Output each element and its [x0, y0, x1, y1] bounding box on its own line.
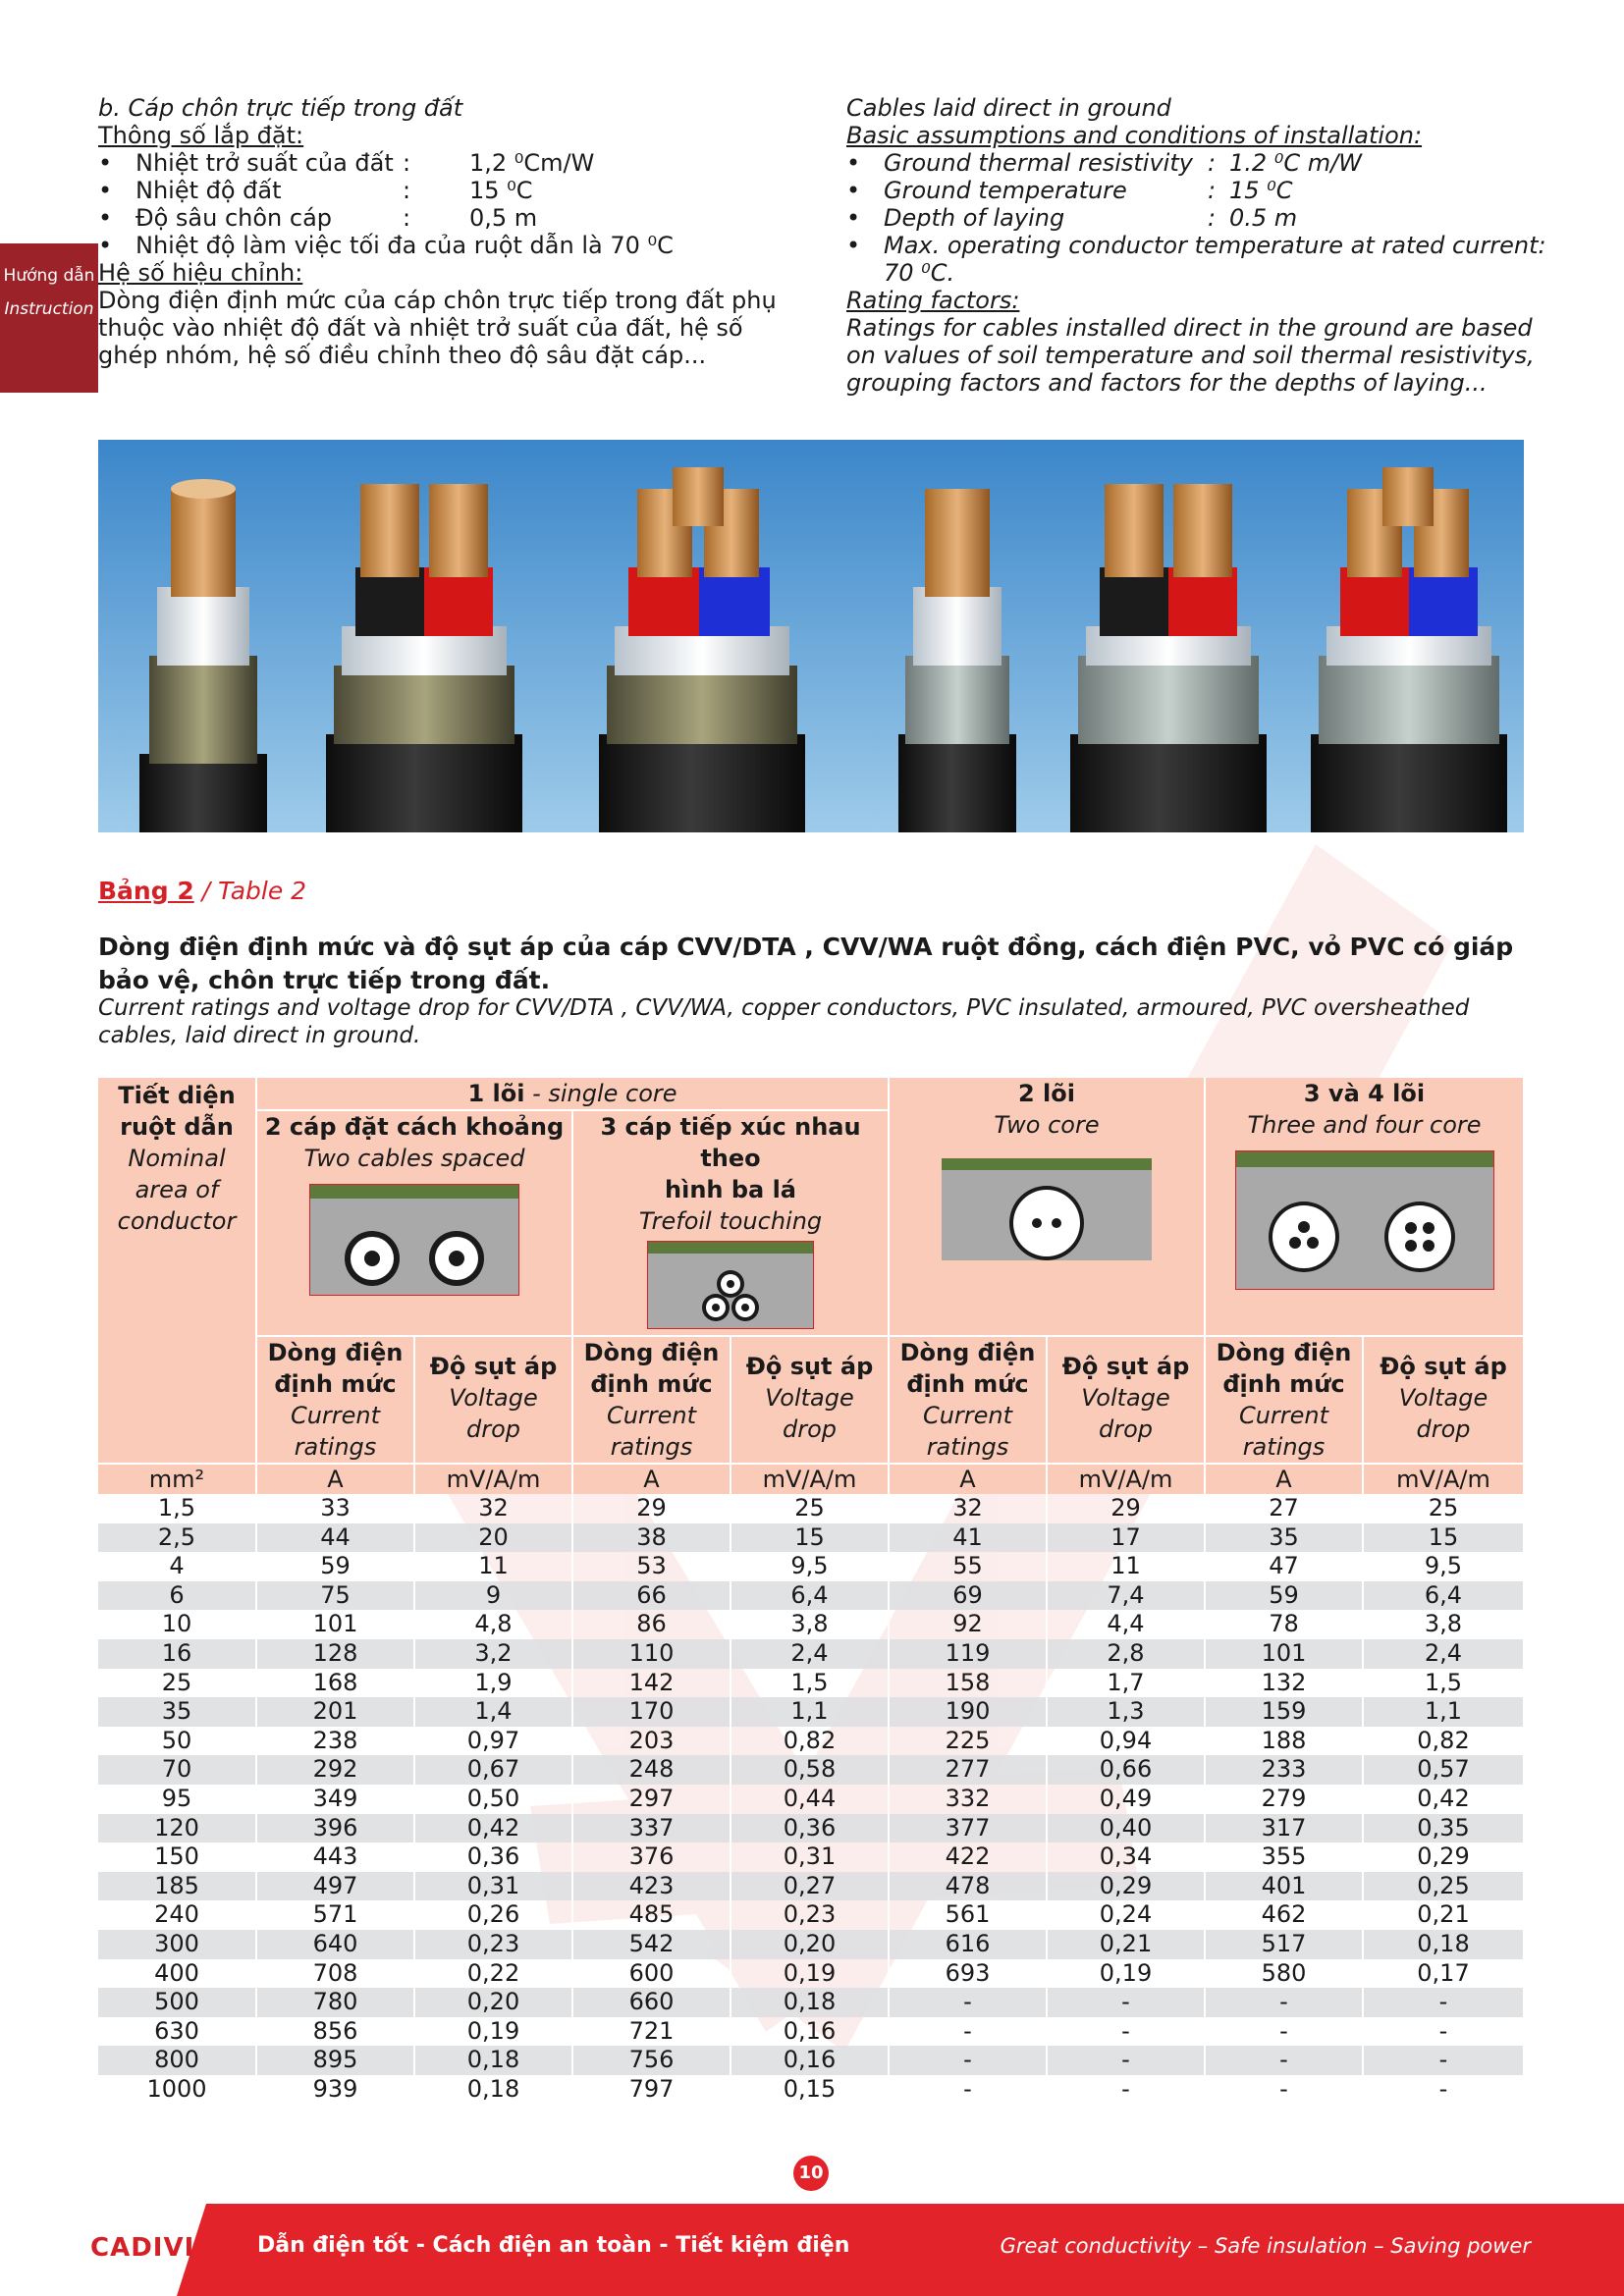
bullet-item: • Ground temperature : 15 ⁰C	[846, 177, 1293, 204]
table-cell: 0,29	[1363, 1842, 1524, 1872]
table-cell: 35	[1205, 1523, 1363, 1553]
table-cell: 355	[1205, 1842, 1363, 1872]
side-tab-instruction	[0, 243, 98, 393]
cell-area: 25	[98, 1669, 256, 1698]
table-cell: 86	[572, 1610, 731, 1639]
table-cell: 939	[256, 2075, 414, 2105]
table-cell: 708	[256, 1959, 414, 1989]
table-cell: 78	[1205, 1610, 1363, 1639]
table-cell: 485	[572, 1900, 731, 1930]
table-cell: -	[889, 2075, 1047, 2105]
header-two-cables-spaced: 2 cáp đặt cách khoảng Two cables spaced	[256, 1110, 572, 1336]
table-cell: 443	[256, 1842, 414, 1872]
table-cell: 168	[256, 1669, 414, 1698]
table-cell: 15	[731, 1523, 889, 1553]
table-cell: 1,5	[1363, 1669, 1524, 1698]
table-row	[98, 1727, 1524, 1756]
header-single-core: 1 lõi - single core	[256, 1078, 889, 1110]
table-cell: 9,5	[731, 1552, 889, 1581]
cell-area: 120	[98, 1814, 256, 1843]
current-ratings-table	[98, 1078, 1525, 2104]
table-cell: 92	[889, 1610, 1047, 1639]
table-cell: 41	[889, 1523, 1047, 1553]
table-cell: 571	[256, 1900, 414, 1930]
cell-area: 630	[98, 2017, 256, 2047]
table-cell: 1,1	[731, 1697, 889, 1727]
cell-area: 70	[98, 1755, 256, 1785]
table-cell: 11	[414, 1552, 572, 1581]
table-cell: 0,23	[731, 1900, 889, 1930]
table-cell: 422	[889, 1842, 1047, 1872]
table-cell: 29	[1047, 1494, 1205, 1523]
table-cell: 0,42	[414, 1814, 572, 1843]
table-cell: 110	[572, 1639, 731, 1669]
cell-area: 35	[98, 1697, 256, 1727]
table-cell: 27	[1205, 1494, 1363, 1523]
table-cell: 3,8	[731, 1610, 889, 1639]
table-cell: 0,66	[1047, 1755, 1205, 1785]
cadivi-logo: CADIVI	[90, 2233, 195, 2263]
table-cell: 561	[889, 1900, 1047, 1930]
table-cell: 142	[572, 1669, 731, 1698]
subheader-drop: Độ sụt áp Voltage drop	[414, 1336, 572, 1464]
subheader-drop: Độ sụt áp Voltage drop	[1047, 1336, 1205, 1464]
table-cell: 0,19	[731, 1959, 889, 1989]
cell-area: 2,5	[98, 1523, 256, 1553]
cell-area: 1,5	[98, 1494, 256, 1523]
table-cell: 332	[889, 1785, 1047, 1814]
section-heading-vi: b. Cáp chôn trực tiếp trong đất	[98, 94, 463, 122]
table-cell: 53	[572, 1552, 731, 1581]
bullet-item: • Max. operating conductor temperature at rated current: 70 ⁰C.	[846, 232, 1546, 287]
table-label: Bảng 2 / Table 2	[98, 877, 307, 905]
table-cell: 170	[572, 1697, 731, 1727]
table-row	[98, 1523, 1524, 1553]
table-row	[98, 2075, 1524, 2105]
table-cell: -	[1205, 2046, 1363, 2075]
rating-factors-heading-en: Rating factors:	[846, 287, 1020, 314]
unit-cell: A	[572, 1464, 731, 1494]
table-cell: 0,15	[731, 2075, 889, 2105]
cell-area: 6	[98, 1581, 256, 1611]
table-row	[98, 2017, 1524, 2047]
table-cell: 101	[1205, 1639, 1363, 1669]
table-row	[98, 1930, 1524, 1959]
table-cell: 376	[572, 1842, 731, 1872]
table-cell: 1,5	[731, 1669, 889, 1698]
table-cell: 0,18	[731, 1988, 889, 2017]
table-cell: 15	[1363, 1523, 1524, 1553]
table-row	[98, 1669, 1524, 1698]
table-cell: 20	[414, 1523, 572, 1553]
table-cell: 0,36	[414, 1842, 572, 1872]
table-row	[98, 1814, 1524, 1843]
table-cell: 517	[1205, 1930, 1363, 1959]
table-cell: 190	[889, 1697, 1047, 1727]
table-cell: 0,50	[414, 1785, 572, 1814]
table-cell: 29	[572, 1494, 731, 1523]
rating-factors-heading-vi: Hệ số hiệu chỉnh:	[98, 259, 303, 287]
table-row	[98, 1988, 1524, 2017]
table-cell: 4,4	[1047, 1610, 1205, 1639]
table-cell: 0,19	[1047, 1959, 1205, 1989]
two-cables-spaced-diagram	[309, 1184, 519, 1296]
table-cell: -	[1205, 2075, 1363, 2105]
table-cell: 2,8	[1047, 1639, 1205, 1669]
unit-cell: mV/A/m	[414, 1464, 572, 1494]
table-cell: 201	[256, 1697, 414, 1727]
table-cell: 0,97	[414, 1727, 572, 1756]
table-cell: 233	[1205, 1755, 1363, 1785]
cell-area: 240	[98, 1900, 256, 1930]
table-cell: 32	[414, 1494, 572, 1523]
table-cell: 0,36	[731, 1814, 889, 1843]
unit-cell: mm²	[98, 1464, 256, 1494]
unit-cell: A	[256, 1464, 414, 1494]
subheader-current: Dòng điện định mức Current ratings	[256, 1336, 414, 1464]
footer-bar	[0, 2204, 1624, 2296]
table-cell: 0,27	[731, 1872, 889, 1901]
table-cell: 238	[256, 1727, 414, 1756]
table-cell: 3,8	[1363, 1610, 1524, 1639]
table-cell: 640	[256, 1930, 414, 1959]
table-cell: 1,7	[1047, 1669, 1205, 1698]
bullet-item: • Độ sâu chôn cáp : 0,5 m	[98, 204, 538, 232]
paragraph-vi: Dòng điện định mức của cáp chôn trực tiếp trong đất phụ thuộc vào nhiệt độ đất và nhiệt trở suất của đất, hệ số ghép nhóm, hệ số điều chỉnh theo độ sâu đặt cáp...	[98, 287, 777, 369]
table-cell: 66	[572, 1581, 731, 1611]
table-row	[98, 1755, 1524, 1785]
bullet-item: • Nhiệt độ làm việc tối đa của ruột dẫn là 70 ⁰C	[98, 232, 674, 259]
table-cell: 25	[1363, 1494, 1524, 1523]
table-cell: 478	[889, 1872, 1047, 1901]
table-cell: 25	[731, 1494, 889, 1523]
table-cell: 377	[889, 1814, 1047, 1843]
table-cell: 0,82	[731, 1727, 889, 1756]
table-cell: 44	[256, 1523, 414, 1553]
table-cell: 0,25	[1363, 1872, 1524, 1901]
units-row	[98, 1464, 1524, 1494]
cell-area: 1000	[98, 2075, 256, 2105]
header-trefoil-touching: 3 cáp tiếp xúc nhau theo hình ba lá Trefoil touching	[572, 1110, 889, 1336]
table-cell: 0,82	[1363, 1727, 1524, 1756]
side-tab-en: Instruction	[4, 299, 94, 319]
table-cell: 69	[889, 1581, 1047, 1611]
table-cell: 0,94	[1047, 1727, 1205, 1756]
table-cell: 59	[1205, 1581, 1363, 1611]
table-row	[98, 1842, 1524, 1872]
right-column-en	[846, 94, 1553, 397]
header-nominal-area: Tiết diện ruột dẫn Nominal area of conductor	[98, 1078, 256, 1464]
table-cell: 317	[1205, 1814, 1363, 1843]
table-cell: 0,20	[414, 1988, 572, 2017]
table-cell: 101	[256, 1610, 414, 1639]
two-core-diagram	[942, 1158, 1152, 1260]
table-cell: 11	[1047, 1552, 1205, 1581]
bullet-item: • Ground thermal resistivity : 1.2 ⁰C m/W	[846, 149, 1362, 177]
table-cell: -	[1363, 1988, 1524, 2017]
table-cell: 0,18	[414, 2046, 572, 2075]
table-cell: 225	[889, 1727, 1047, 1756]
table-row	[98, 1639, 1524, 1669]
table-cell: 277	[889, 1755, 1047, 1785]
table-cell: 0,21	[1047, 1930, 1205, 1959]
table-cell: 0,42	[1363, 1785, 1524, 1814]
table-body	[98, 1494, 1524, 2104]
table-cell: 693	[889, 1959, 1047, 1989]
table-row	[98, 1610, 1524, 1639]
table-cell: -	[1363, 2075, 1524, 2105]
table-row	[98, 1900, 1524, 1930]
table-cell: 462	[1205, 1900, 1363, 1930]
table-cell: 2,4	[731, 1639, 889, 1669]
table-cell: 159	[1205, 1697, 1363, 1727]
table-cell: 660	[572, 1988, 731, 2017]
cell-area: 300	[98, 1930, 256, 1959]
table-cell: 279	[1205, 1785, 1363, 1814]
table-title-vi: Dòng điện định mức và độ sụt áp của cáp CVV/DTA , CVV/WA ruột đồng, cách điện PVC, vỏ PVC có giáp bảo vệ, chôn trực tiếp trong đất.	[98, 933, 1514, 994]
subheader-drop: Độ sụt áp Voltage drop	[1363, 1336, 1524, 1464]
side-tab-vi: Hướng dẫn	[3, 266, 95, 286]
footer-slogan-en: Great conductivity – Safe insulation – Saving power	[1000, 2234, 1531, 2258]
cell-area: 800	[98, 2046, 256, 2075]
footer-slogan-vi: Dẫn điện tốt - Cách điện an toàn - Tiết kiệm điện	[257, 2233, 850, 2258]
table-title-en: Current ratings and voltage drop for CVV/DTA , CVV/WA, copper conductors, PVC insulated, armoured, PVC oversheathed cables, laid direct in ground.	[98, 995, 1470, 1048]
cell-area: 400	[98, 1959, 256, 1989]
bullet-item: • Nhiệt trở suất của đất : 1,2 ⁰Cm/W	[98, 149, 595, 177]
cell-area: 10	[98, 1610, 256, 1639]
table-cell: 616	[889, 1930, 1047, 1959]
table-cell: 0,57	[1363, 1755, 1524, 1785]
page-number: 10	[793, 2156, 829, 2191]
table-cell: 0,31	[414, 1872, 572, 1901]
table-cell: 780	[256, 1988, 414, 2017]
table-cell: 188	[1205, 1727, 1363, 1756]
table-cell: 33	[256, 1494, 414, 1523]
cell-area: 50	[98, 1727, 256, 1756]
table-cell: 38	[572, 1523, 731, 1553]
table-cell: 337	[572, 1814, 731, 1843]
table-cell: 2,4	[1363, 1639, 1524, 1669]
table-cell: -	[1363, 2046, 1524, 2075]
cell-area: 185	[98, 1872, 256, 1901]
table-cell: -	[1363, 2017, 1524, 2047]
table-cell: 9	[414, 1581, 572, 1611]
table-cell: 1,9	[414, 1669, 572, 1698]
subheader-current: Dòng điện định mức Current ratings	[1205, 1336, 1363, 1464]
table-row	[98, 1697, 1524, 1727]
table-cell: 292	[256, 1755, 414, 1785]
section-heading-en: Cables laid direct in ground	[846, 94, 1171, 122]
table-cell: 895	[256, 2046, 414, 2075]
table-cell: 349	[256, 1785, 414, 1814]
table-cell: 3,2	[414, 1639, 572, 1669]
installation-params-heading: Thông số lắp đặt:	[98, 122, 304, 149]
table-cell: 7,4	[1047, 1581, 1205, 1611]
table-cell: 756	[572, 2046, 731, 2075]
assumptions-heading: Basic assumptions and conditions of installation:	[846, 122, 1423, 149]
cell-area: 95	[98, 1785, 256, 1814]
table-cell: -	[889, 1988, 1047, 2017]
table-cell: 0,16	[731, 2046, 889, 2075]
bullet-item: • Depth of laying : 0.5 m	[846, 204, 1298, 232]
table-cell: -	[1047, 2017, 1205, 2047]
paragraph-en: Ratings for cables installed direct in the ground are based on values of soil temperature and soil thermal resistivitys, grouping factors and factors for the depths of laying...	[846, 314, 1535, 397]
subheader-current: Dòng điện định mức Current ratings	[572, 1336, 731, 1464]
unit-cell: mV/A/m	[731, 1464, 889, 1494]
cable-cross-section-photo	[98, 440, 1524, 832]
table-cell: 0,31	[731, 1842, 889, 1872]
table-cell: 203	[572, 1727, 731, 1756]
table-cell: 132	[1205, 1669, 1363, 1698]
table-cell: 59	[256, 1552, 414, 1581]
table-cell: -	[889, 2046, 1047, 2075]
table-cell: 47	[1205, 1552, 1363, 1581]
table-cell: 158	[889, 1669, 1047, 1698]
subheader-current: Dòng điện định mức Current ratings	[889, 1336, 1047, 1464]
table-cell: 0,18	[1363, 1930, 1524, 1959]
table-cell: 0,26	[414, 1900, 572, 1930]
table-cell: 856	[256, 2017, 414, 2047]
table-row	[98, 1494, 1524, 1523]
cell-area: 16	[98, 1639, 256, 1669]
table-cell: 0,40	[1047, 1814, 1205, 1843]
table-cell: 797	[572, 2075, 731, 2105]
table-row	[98, 1785, 1524, 1814]
table-cell: 0,20	[731, 1930, 889, 1959]
table-row	[98, 2046, 1524, 2075]
table-cell: 721	[572, 2017, 731, 2047]
table-cell: -	[1047, 2075, 1205, 2105]
table-cell: 297	[572, 1785, 731, 1814]
table-cell: 0,22	[414, 1959, 572, 1989]
table-cell: -	[1205, 2017, 1363, 2047]
table-cell: 580	[1205, 1959, 1363, 1989]
table-cell: 0,44	[731, 1785, 889, 1814]
table-cell: -	[889, 2017, 1047, 2047]
unit-cell: A	[889, 1464, 1047, 1494]
table-cell: 497	[256, 1872, 414, 1901]
table-cell: -	[1205, 1988, 1363, 2017]
unit-cell: mV/A/m	[1363, 1464, 1524, 1494]
three-four-core-diagram	[1235, 1150, 1494, 1290]
table-cell: 6,4	[731, 1581, 889, 1611]
table-cell: 75	[256, 1581, 414, 1611]
table-cell: 55	[889, 1552, 1047, 1581]
table-cell: 0,23	[414, 1930, 572, 1959]
table-cell: 0,18	[414, 2075, 572, 2105]
table-cell: 0,35	[1363, 1814, 1524, 1843]
table-cell: 1,3	[1047, 1697, 1205, 1727]
table-cell: 0,58	[731, 1755, 889, 1785]
table-cell: 401	[1205, 1872, 1363, 1901]
table-cell: 0,16	[731, 2017, 889, 2047]
table-cell: 542	[572, 1930, 731, 1959]
table-cell: 248	[572, 1755, 731, 1785]
table-cell: 0,21	[1363, 1900, 1524, 1930]
table-row	[98, 1959, 1524, 1989]
unit-cell: mV/A/m	[1047, 1464, 1205, 1494]
table-cell: -	[1047, 2046, 1205, 2075]
table-row	[98, 1581, 1524, 1611]
table-cell: 396	[256, 1814, 414, 1843]
cell-area: 4	[98, 1552, 256, 1581]
table-cell: 600	[572, 1959, 731, 1989]
table-cell: 0,67	[414, 1755, 572, 1785]
table-cell: 1,1	[1363, 1697, 1524, 1727]
table-cell: 4,8	[414, 1610, 572, 1639]
table-cell: 0,49	[1047, 1785, 1205, 1814]
cell-area: 150	[98, 1842, 256, 1872]
table-cell: 0,19	[414, 2017, 572, 2047]
header-three-four-core: 3 và 4 lõi Three and four core	[1205, 1078, 1524, 1336]
left-column-vi	[98, 94, 805, 369]
table-cell: 0,29	[1047, 1872, 1205, 1901]
table-cell: 0,17	[1363, 1959, 1524, 1989]
table-cell: 423	[572, 1872, 731, 1901]
cell-area: 500	[98, 1988, 256, 2017]
table-cell: 9,5	[1363, 1552, 1524, 1581]
table-cell: 0,24	[1047, 1900, 1205, 1930]
trefoil-diagram	[647, 1241, 814, 1329]
table-cell: 6,4	[1363, 1581, 1524, 1611]
table-row	[98, 1872, 1524, 1901]
header-two-core: 2 lõi Two core	[889, 1078, 1205, 1336]
table-cell: 1,4	[414, 1697, 572, 1727]
table-cell: 17	[1047, 1523, 1205, 1553]
table-row	[98, 1552, 1524, 1581]
table-cell: 0,34	[1047, 1842, 1205, 1872]
subheader-drop: Độ sụt áp Voltage drop	[731, 1336, 889, 1464]
bullet-item: • Nhiệt độ đất : 15 ⁰C	[98, 177, 533, 204]
table-cell: 119	[889, 1639, 1047, 1669]
unit-cell: A	[1205, 1464, 1363, 1494]
table-cell: 32	[889, 1494, 1047, 1523]
table-cell: -	[1047, 1988, 1205, 2017]
table-cell: 128	[256, 1639, 414, 1669]
